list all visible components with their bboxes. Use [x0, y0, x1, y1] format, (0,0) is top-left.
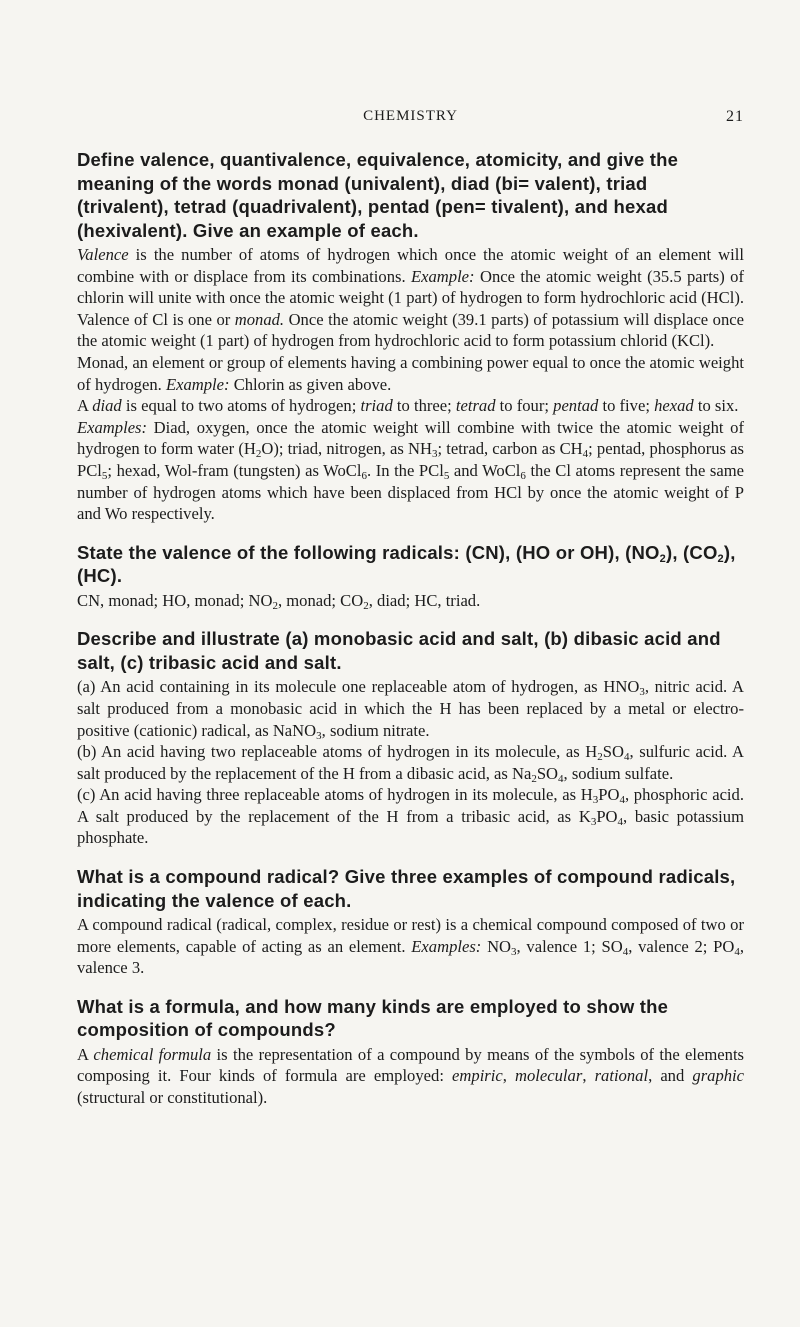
question-heading: What is a compound radical? Give three examples of compound radicals, indicating the valence of each.	[77, 866, 736, 911]
qa-section	[77, 865, 744, 979]
qa-section	[77, 995, 744, 1109]
qa-section	[77, 148, 744, 525]
answer-paragraph: (a) An acid containing in its molecule one replaceable atom of hydrogen, as $HNO_3$, nitric acid. A salt produced from a monobasic acid in which the H has been replaced by a metal or electro-positive (cationic) radical, as NaNO$_3$, sodium nitrate.	[77, 677, 744, 742]
answer-paragraph: A diad is equal to two atoms of hydrogen; triad to three; tetrad to four; pentad to five; hexad to six.	[77, 396, 739, 416]
question-heading: Describe and illustrate (a) monobasic acid and salt, (b) dibasic acid and salt, (c) tribasic acid and salt.	[77, 628, 721, 673]
answer-paragraph: (b) An acid having two replaceable atoms of hydrogen in its molecule, as $H_2SO_4$, sulfuric acid. A salt produced by the replacement of the H from a dibasic acid, as $Na_2SO_4$, sodium sulfate.	[77, 742, 745, 785]
answer-paragraph: CN, monad; HO, monad; $NO_2$, monad; $CO_2$, diad; HC, triad.	[77, 590, 481, 612]
running-head-title: CHEMISTRY	[363, 108, 458, 124]
qa-section	[77, 541, 744, 612]
question-heading: State the valence of the following radicals: (CN), (HO or OH), $(NO_2)$, $(CO_2)$, (HC).	[77, 541, 736, 587]
answer-paragraph: Valence is the number of atoms of hydrogen which once the atomic weight of an element will combine with or displace from its combinations. Example: Once the atomic weight (35.5 parts) of chlorin will unite with once the atomic weight (1 part) of hydrogen to form hydrochloric acid (HCl). Valence of Cl is one or monad. Once the atomic weight (39.1 parts) of potassium will displace once the atomic weight (1 part) of hydrogen from hydrochloric acid to form potassium chlorid (KCl).	[77, 245, 744, 351]
page-number: 21	[726, 108, 744, 125]
answer-paragraph: A chemical formula is the representation of a compound by means of the symbols of the elements composing it. Four kinds of formula are employed: empiric, molecular, rational, and graphic (structural or constitutional).	[77, 1044, 745, 1108]
question-heading: Define valence, quantivalence, equivalence, atomicity, and give the meaning of the words monad (univalent), diad (bi= valent), triad (trivalent), tetrad (quadrivalent), pentad (pen= tivalent), and hexad (hexivalent). Give an example of each.	[77, 149, 679, 241]
answer-paragraph: A compound radical (radical, complex, residue or rest) is a chemical compound composed of two or more elements, capable of acting as an element. Examples: $NO_3$, valence 1; $SO_4$, valence 2; $PO_4$, valence 3.	[77, 915, 744, 978]
question-heading: What is a formula, and how many kinds are employed to show the composition of compounds?	[77, 995, 669, 1041]
qa-sections	[77, 148, 744, 1109]
answer-paragraph: (c) An acid having three replaceable atoms of hydrogen in its molecule, as $H_3PO_4$, phosphoric acid. A salt produced by the replacement of the H from a tribasic acid, as $K_3PO_4$, basic potassium phosphate.	[77, 785, 744, 848]
qa-section	[77, 627, 744, 849]
answer-paragraph: Monad, an element or group of elements having a combining power equal to once the atomic weight of hydrogen. Example: Chlorin as given above.	[77, 352, 744, 394]
answer-paragraph: Examples: Diad, oxygen, once the atomic weight will combine with twice the atomic weight of hydrogen to form water $(H_2O)$; triad, nitrogen, as $NH_3$; tetrad, carbon as $CH_4$; pentad, phosphorus as PCl$_5$; hexad, Wol-fram (tungsten) as WoCl$_6$. In the PCl$_5$ and WoCl$_6$ the Cl atoms represent the same number of hydrogen atoms which have been displaced from HCl by once the atomic weight of P and Wo respectively.	[77, 417, 744, 524]
running-head	[77, 108, 744, 130]
